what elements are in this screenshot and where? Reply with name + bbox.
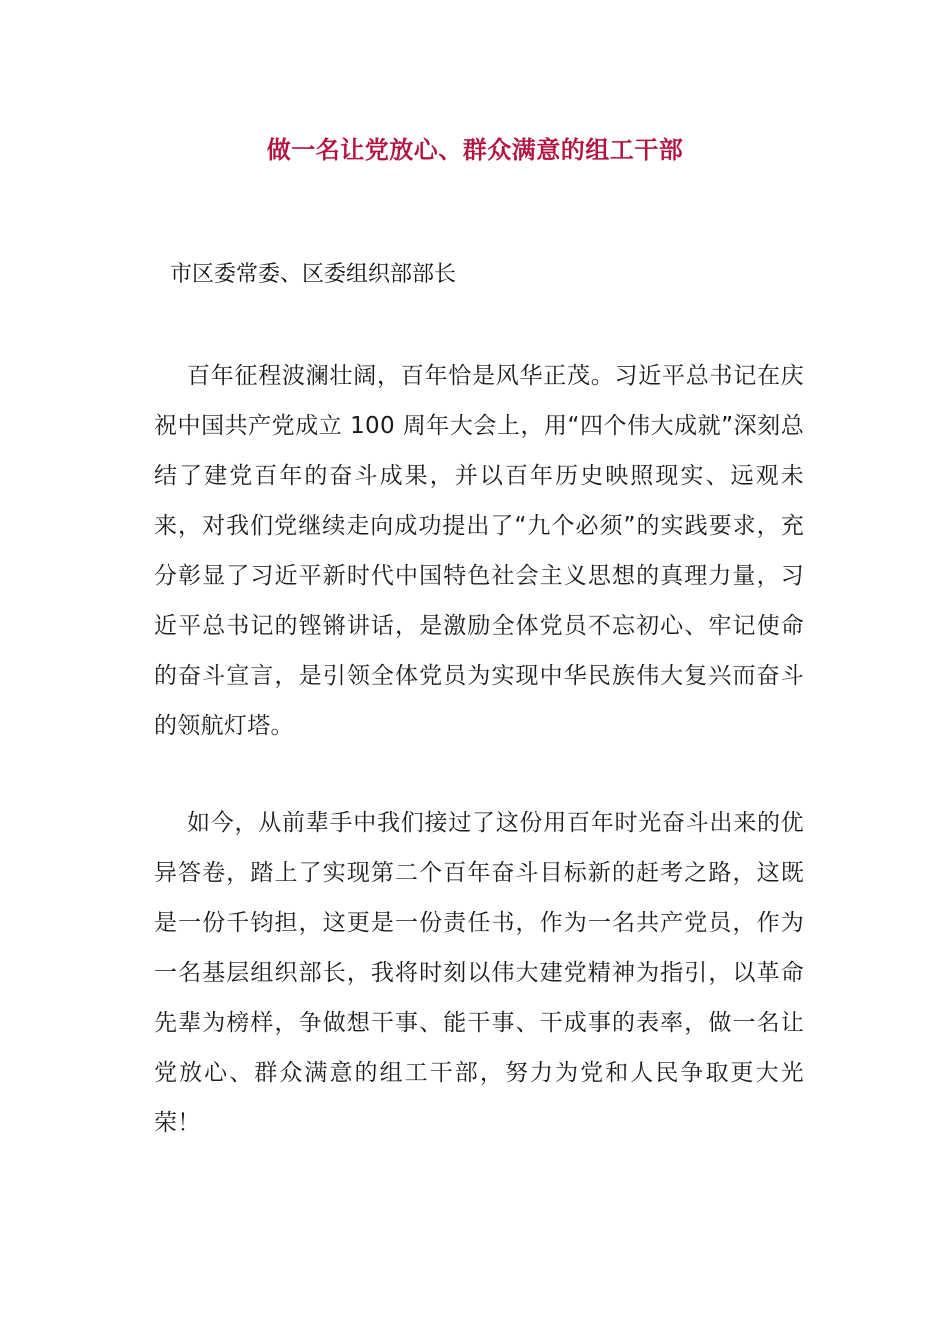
- document-title: 做一名让党放心、群众满意的组工干部: [266, 136, 684, 164]
- paragraph-1: 百年征程波澜壮阔，百年恰是风华正茂。习近平总书记在庆祝中国共产党成立 100 周年大会上，用“四个伟大成就”深刻总结了建党百年的奋斗成果，并以百年历史映照现实、远观未来，对我们党继续走向成功提出了“九个必须”的实践要求，充分彰显了习近平新时代中国特色社会主义思想的真理力量，习近平总书记的铿锵讲话，是激励全体党员不忘初心、牢记使命的奋斗宣言，是引领全体党员为实现中华民族伟大复兴而奋斗的领航灯塔。: [154, 363, 804, 739]
- author-line: 市区委常委、区委组织部部长: [170, 262, 457, 287]
- paragraph-2: 如今，从前辈手中我们接过了这份用百年时光奋斗出来的优异答卷，踏上了实现第二个百年奋斗目标新的赶考之路，这既是一份千钧担，这更是一份责任书，作为一名共产党员，作为一名基层组织部长，我将时刻以伟大建党精神为指引，以革命先辈为榜样，争做想干事、能干事、干成事的表率，做一名让党放心、群众满意的组工干部，努力为党和人民争取更大光荣！: [154, 810, 804, 1136]
